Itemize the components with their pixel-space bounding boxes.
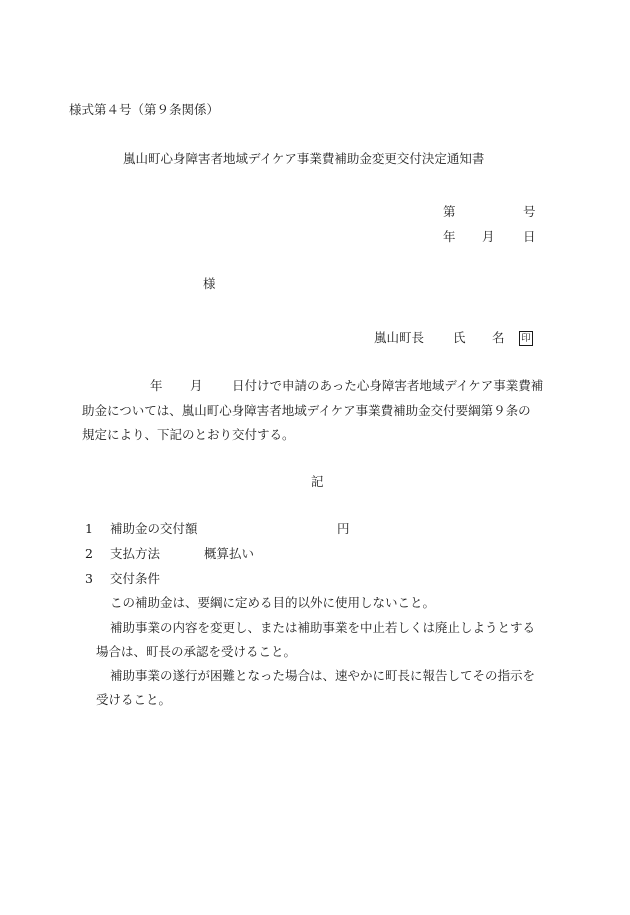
condition-2-line-1: 補助事業の内容を変更し、または補助事業を中止若しくは廃止しようとする — [110, 620, 536, 635]
condition-3-line-2: 受けること。 — [96, 692, 172, 707]
condition-3-line-1: 補助事業の遂行が困難となった場合は、速やかに町長に報告してその指示を — [110, 668, 536, 683]
body-line-3: 規定により、下記のとおり交付する。 — [82, 427, 295, 442]
item-3-label: 交付条件 — [110, 571, 161, 586]
issuer-title: 嵐山町長 — [374, 330, 425, 345]
date-month-label: 月 — [482, 229, 495, 244]
item-1-label: 補助金の交付額 — [110, 521, 198, 536]
issuer-name-label-2: 名 — [492, 330, 505, 345]
recipient-honorific: 様 — [203, 276, 216, 291]
date-year-label: 年 — [443, 229, 456, 244]
date-day-label: 日 — [523, 229, 536, 244]
body-year-label: 年 — [150, 378, 163, 393]
seal-mark-text: 印 — [519, 331, 533, 346]
form-number: 様式第４号（第９条関係） — [69, 102, 220, 117]
body-month-label: 月 — [190, 378, 203, 393]
item-3-number: 3 — [85, 571, 93, 586]
item-1-value: 円 — [337, 521, 350, 536]
ki-heading: 記 — [311, 474, 324, 489]
doc-number-prefix: 第 — [443, 204, 456, 219]
item-2-label: 支払方法 — [110, 546, 161, 561]
issuer-name-label-1: 氏 — [453, 330, 466, 345]
body-line-1: 日付けで申請のあった心身障害者地域デイケア事業費補 — [232, 378, 544, 393]
item-1-number: 1 — [85, 521, 93, 536]
condition-1: この補助金は、要綱に定める目的以外に使用しないこと。 — [110, 595, 436, 610]
body-line-2: 助金については、嵐山町心身障害者地域デイケア事業費補助金交付要綱第９条の — [82, 403, 531, 418]
item-2-number: 2 — [85, 546, 93, 561]
document-title: 嵐山町心身障害者地域デイケア事業費補助金変更交付決定通知書 — [123, 151, 485, 166]
condition-2-line-2: 場合は、町長の承認を受けること。 — [96, 644, 297, 659]
seal-mark — [519, 331, 533, 346]
item-2-value: 概算払い — [204, 546, 255, 561]
doc-number-suffix: 号 — [523, 204, 536, 219]
